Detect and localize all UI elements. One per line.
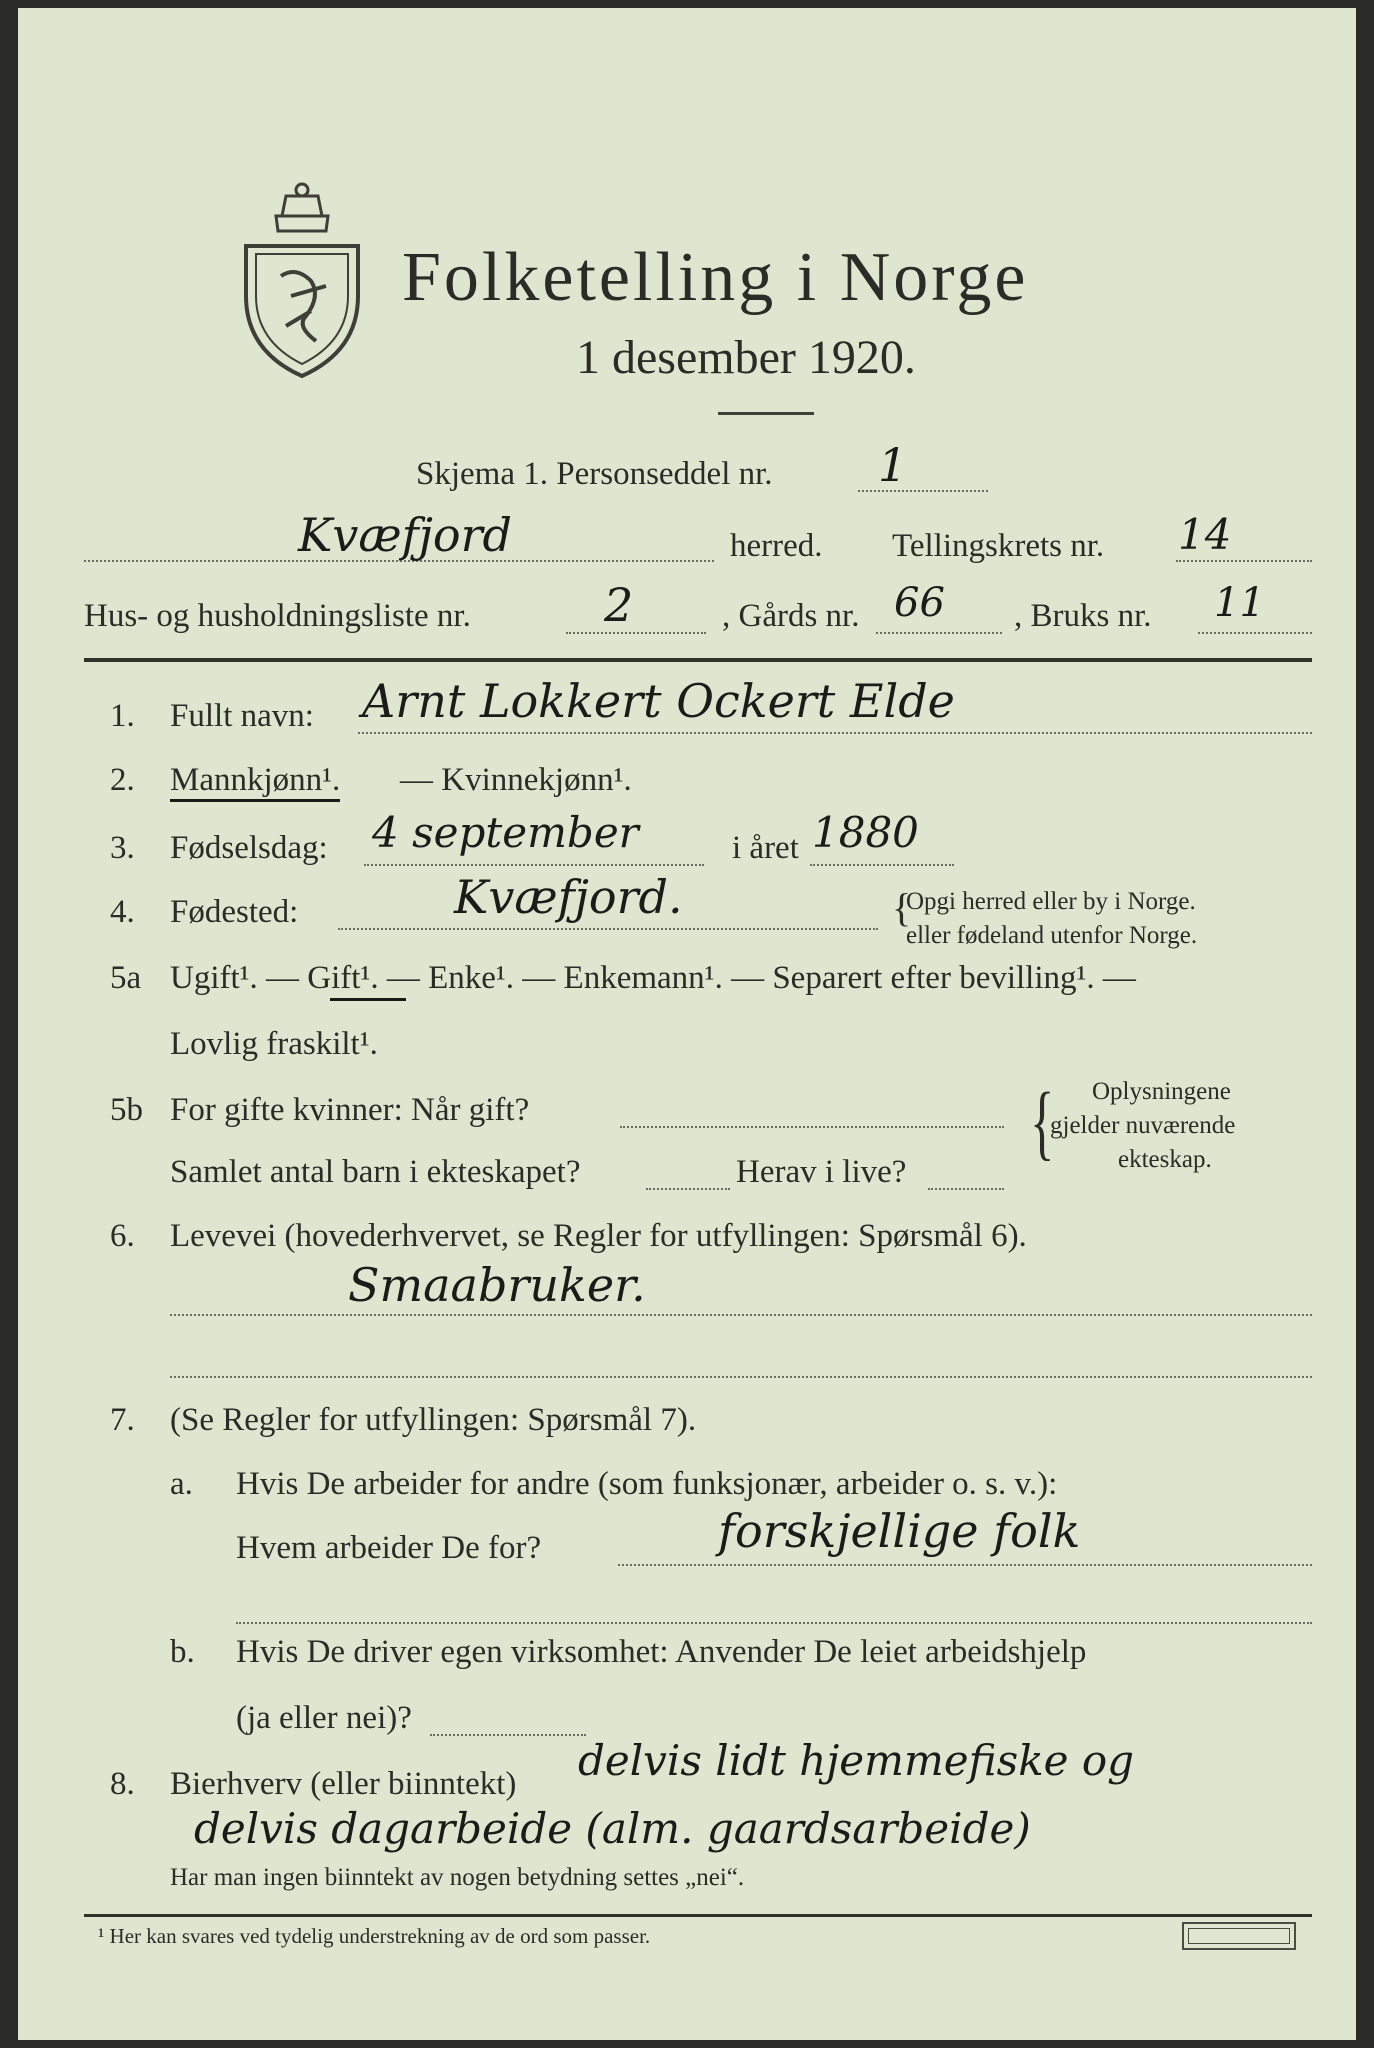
- tellingskrets-label: Tellingskrets nr.: [892, 528, 1105, 564]
- year-label: i året: [732, 830, 799, 866]
- personseddel-number: 1: [878, 438, 908, 492]
- header-rule: [84, 658, 1312, 662]
- form-date: 1 desember 1920.: [576, 331, 916, 384]
- full-name-value: Arnt Lokkert Ockert Elde: [362, 674, 955, 728]
- birthplace-value: Kvæfjord.: [454, 870, 683, 924]
- birth-year-value: 1880: [812, 808, 919, 857]
- birthplace-note-1: Opgi herred eller by i Norge.: [906, 888, 1196, 915]
- q7b-answer-label: (ja eller nei)?: [236, 1700, 412, 1736]
- marital-status-options-2: Lovlig fraskilt¹.: [170, 1026, 378, 1062]
- herred-value: Kvæfjord: [298, 508, 513, 562]
- coat-of-arms-icon: [236, 176, 368, 381]
- side-income-value-1: delvis lidt hjemmefiske og: [578, 1736, 1135, 1785]
- birthdate-value: 4 september: [372, 808, 639, 857]
- birthplace-label: Fødested:: [170, 894, 299, 930]
- occupation-label: Levevei (hovederhvervet, se Regler for utfyllingen: Spørsmål 6).: [170, 1218, 1027, 1254]
- form-title: Folketelling i Norge: [402, 239, 1029, 316]
- printer-stamp: [1182, 1922, 1296, 1950]
- side-income-note: Har man ingen biinntekt av nogen betydning settes „nei“.: [170, 1864, 745, 1891]
- married-women-label: For gifte kvinner: Når gift?: [170, 1092, 530, 1128]
- marital-status-options: Ugift¹. — Gift¹. — Enke¹. — Enkemann¹. — Separert efter bevilling¹. —: [170, 960, 1136, 996]
- q7a-employer-value: forskjellige folk: [718, 1504, 1081, 1558]
- schema-label: Skjema 1. Personseddel nr.: [416, 456, 773, 492]
- gards-value: 66: [894, 580, 945, 626]
- husholdningsliste-value: 2: [604, 578, 634, 632]
- husholdningsliste-label: Hus- og husholdningsliste nr.: [84, 598, 471, 634]
- bruks-value: 11: [1214, 580, 1265, 626]
- side-income-label: Bierhverv (eller biinntekt): [170, 1766, 517, 1802]
- footnote: ¹ Her kan svares ved tydelig understrekning av de ord som passer.: [98, 1924, 651, 1948]
- side-income-value-2: delvis dagarbeide (alm. gaardsarbeide): [194, 1804, 1031, 1853]
- herred-label: herred.: [730, 528, 823, 564]
- children-count-label: Samlet antal barn i ekteskapet?: [170, 1154, 581, 1190]
- full-name-label: Fullt navn:: [170, 698, 314, 734]
- married-underline: [330, 998, 406, 1001]
- birthplace-note-2: eller fødeland utenfor Norge.: [906, 922, 1198, 949]
- tellingskrets-value: 14: [1178, 510, 1232, 559]
- footer-rule: [84, 1914, 1312, 1917]
- sex-male-option: Mannkjønn¹.: [170, 762, 340, 802]
- q7b-question: Hvis De driver egen virksomhet: Anvender De leiet arbeidshjelp: [236, 1634, 1087, 1670]
- children-alive-label: Herav i live?: [736, 1154, 907, 1190]
- bruks-label: , Bruks nr.: [1014, 598, 1152, 634]
- birthdate-label: Fødselsdag:: [170, 830, 328, 866]
- census-form-sheet: Folketelling i Norge 1 desember 1920. Skjema 1. Personseddel nr. 1 Kvæfjord herred. Tellingskrets nr. 14 Hus- og husholdningsliste nr. 2 , Gårds nr. 66 , Bruks nr. 11 1. Fullt navn: Arnt Lokkert Ockert Elde 2. Mannkjønn¹. — Kvinnekjønn¹. 3. Fødselsdag: 4 september i året 1880 4. Fødested: Kvæfjord. { Opgi herred eller by i Norge. eller fødeland utenfor Norge. 5a Ugift¹. — Gift¹. — Enke¹. — Enkemann¹. — Separert efter bevilling¹. — Lovlig fraskilt¹. 5b For gifte kvinner: Når gift? Samlet antal barn i ekteskapet? Herav i live? { Oplysningene gjelder nuværende ekteskap. 6. Levevei (hovederhvervet, se Regler for utfyllingen: Spørsmål 6). Smaabruker. 7. (Se Regler for utfyllingen: Spørsmål 7). a. Hvis De arbeider for andre (som funksjonær, arbeider o. s. v.): Hvem arbeider De for? forskjellige folk b. Hvis De driver egen virksomhet: Anvender De leiet arbeidshjelp (ja eller nei)? 8. Bierhverv (eller biinntekt) delvis lidt hjemmefiske og delvis dagarbeide (alm. gaardsarbeide) Har man ingen biinntekt av nogen betydning settes „nei“. ¹ Her kan svares ved tydelig understrekning av de ord som passer.: [18, 8, 1356, 2040]
- title-divider: [718, 412, 814, 415]
- occupation-value: Smaabruker.: [348, 1258, 646, 1312]
- q7-label: (Se Regler for utfyllingen: Spørsmål 7).: [170, 1402, 697, 1438]
- q7a-employer-label: Hvem arbeider De for?: [236, 1530, 542, 1566]
- sex-female-option: — Kvinnekjønn¹.: [400, 762, 632, 798]
- gards-label: , Gårds nr.: [722, 598, 860, 634]
- q7a-question: Hvis De arbeider for andre (som funksjonær, arbeider o. s. v.):: [236, 1466, 1058, 1502]
